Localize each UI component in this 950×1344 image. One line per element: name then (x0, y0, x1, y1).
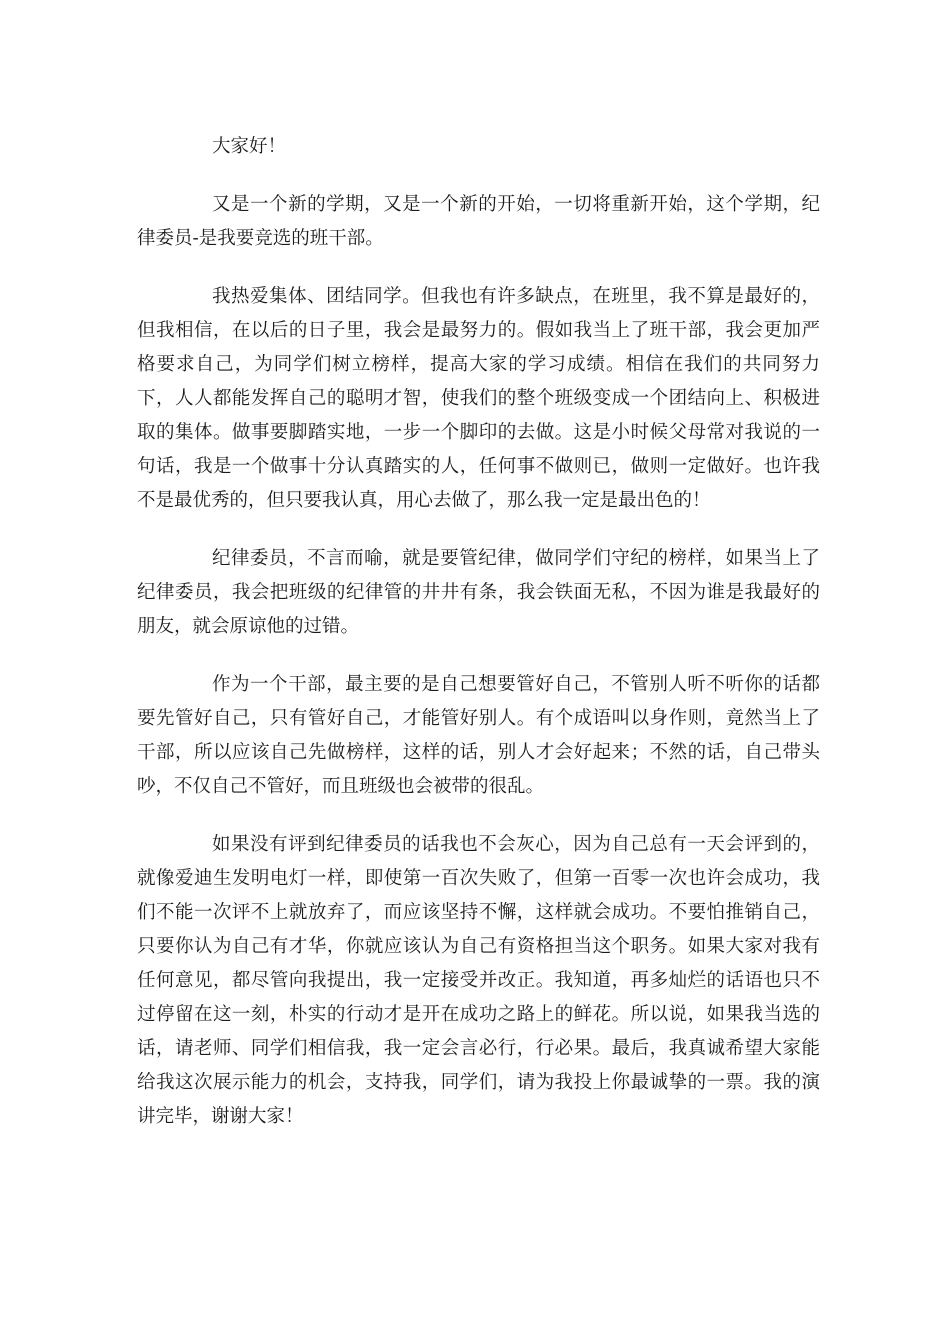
paragraph-greeting: 大家好！ (212, 136, 287, 157)
document-body (137, 130, 820, 1158)
paragraph-self-description: 我热爱集体、团结同学。但我也有许多缺点，在班里，我不算是最好的，但我相信，在以后的日子里，我会是最努力的。假如我当上了班干部，我会更加严格要求自己，为同学们树立榜样，提高大家的学习成绩。相信在我们的共同努力下，人人都能发挥自己的聪明才智，使我们的整个班级变成一个团结向上、积极进取的集体。做事要脚踏实地，一步一个脚印的去做。这是小时候父母常对我说的一句话，我是一个做事十分认真踏实的人，任何事不做则已，做则一定做好。也许我不是最优秀的，但只要我认真，用心去做了，那么我一定是最出色的！ (137, 286, 820, 511)
paragraph-closing: 如果没有评到纪律委员的话我也不会灰心，因为自己总有一天会评到的，就像爱迪生发明电灯一样，即使第一百次失败了，但第一百零一次也许会成功，我们不能一次评不上就放弃了，而应该坚持不懈，这样就会成功。不要怕推销自己，只要你认为自己有才华，你就应该认为自己有资格担当这个职务。如果大家对我有任何意见，都尽管向我提出，我一定接受并改正。我知道，再多灿烂的话语也只不过停留在这一刻，朴实的行动才是开在成功之路上的鲜花。所以说，如果我当选的话，请老师、同学们相信我，我一定会言必行，行必果。最后，我真诚希望大家能给我这次展示能力的机会，支持我，同学们，请为我投上你最诚挚的一票。我的演讲完毕，谢谢大家！ (137, 834, 820, 1127)
paragraph-lead-by-example: 作为一个干部，最主要的是自己想要管好自己，不管别人听不听你的话都要先管好自己，只有管好自己，才能管好别人。有个成语叫以身作则，竟然当上了干部，所以应该自己先做榜样，这样的话，别人才会好起来；不然的话，自己带头吵，不仅自己不管好，而且班级也会被带的很乱。 (137, 674, 820, 797)
paragraph-discipline-role: 纪律委员，不言而喻，就是要管纪律，做同学们守纪的榜样，如果当上了纪律委员，我会把班级的纪律管的井井有条，我会铁面无私，不因为谁是我最好的朋友，就会原谅他的过错。 (137, 548, 820, 637)
paragraph-intro: 又是一个新的学期，又是一个新的开始，一切将重新开始，这个学期，纪律委员-是我要竞选的班干部。 (137, 194, 820, 249)
